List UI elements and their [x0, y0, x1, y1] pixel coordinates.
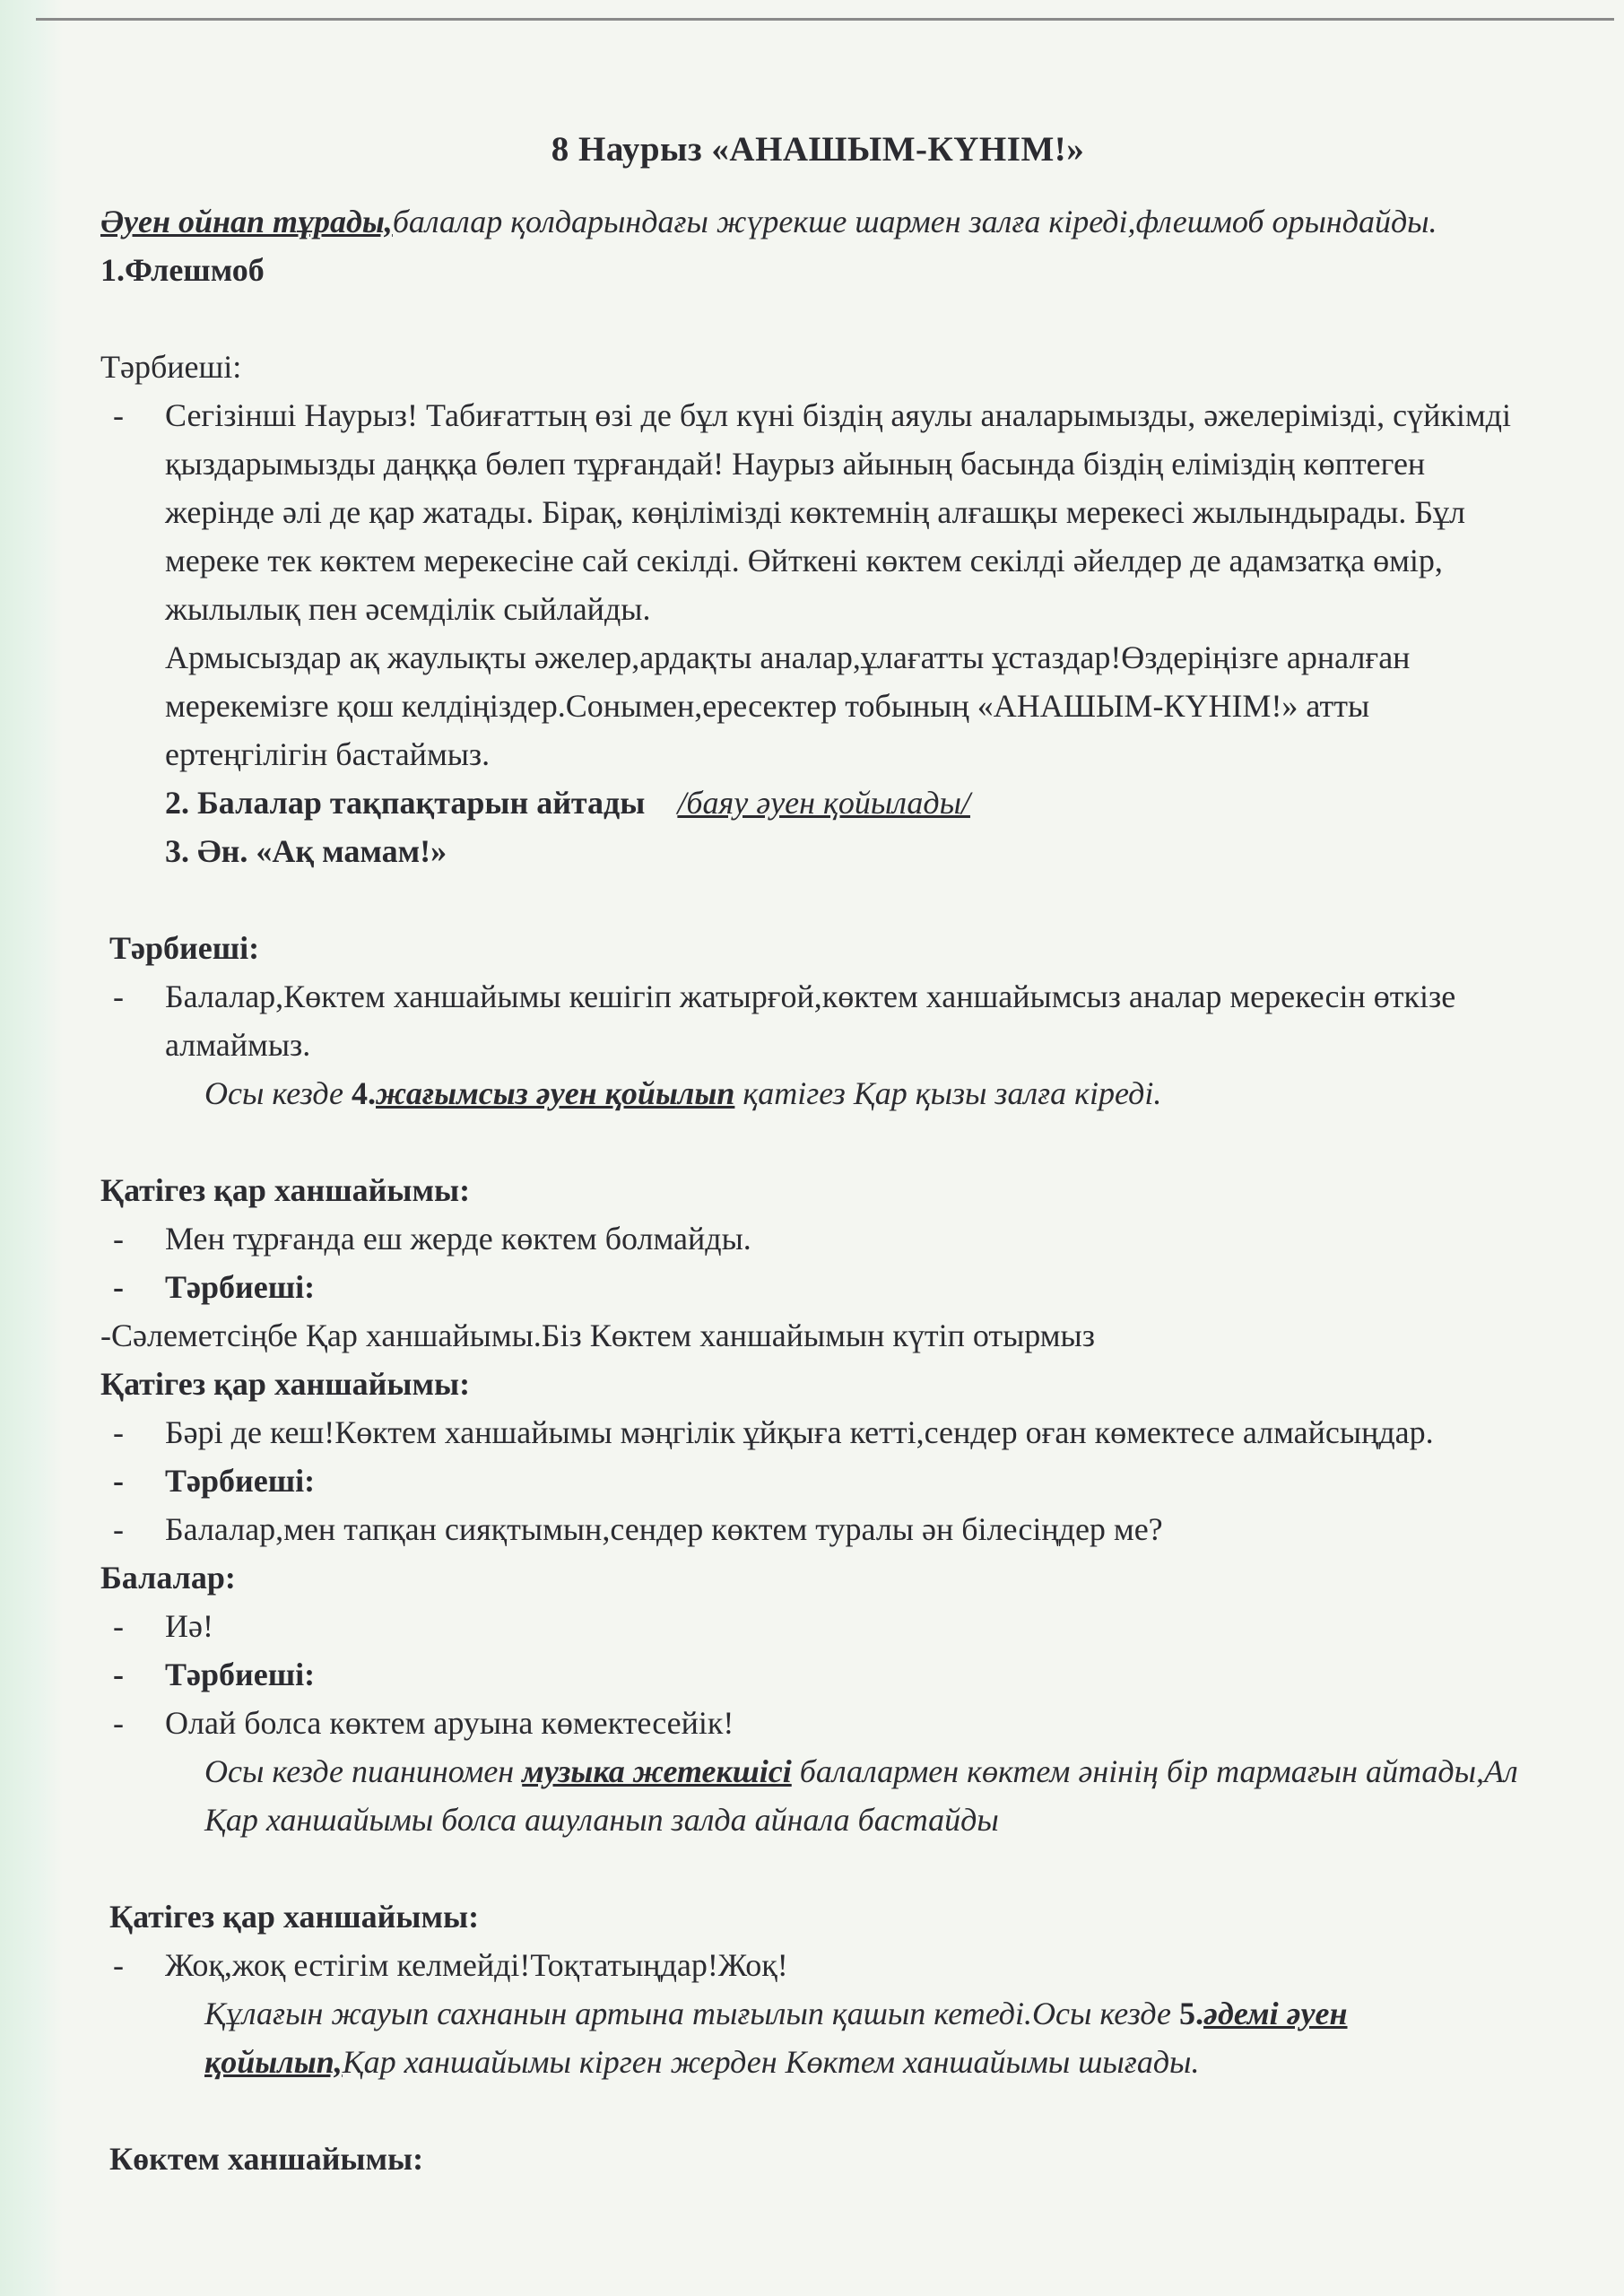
- speech-2: Армысыздар ақ жаулықты әжелер,ардақты аналар,ұлағатты ұстаздар!Өздеріңізге арналған мерекемізге қош келдіңіздер.Сонымен,ересектер тобының «АНАШЫМ-КҮНІМ!» атты ертеңгілігін бастаймыз.: [165, 639, 1411, 772]
- stage-direction-5: [100, 1989, 1535, 2086]
- snow-queen-label-2: Қатігез қар ханшайымы:: [100, 1366, 471, 1402]
- teacher-label-5: - Тәрбиеші:: [113, 1657, 316, 1692]
- stage-4-post: қатігез Қар қызы залға кіреді.: [734, 1075, 1162, 1111]
- teacher-line-block2-text: Балалар,Көктем ханшайымы кешігіп жатырғой,көктем ханшайымсыз аналар мерекесін өткізе алмаймыз.: [165, 978, 1456, 1063]
- speech-1: - Сегізінші Наурыз! Табиғаттың өзі де бұл күні біздің аяулы аналарымызды, әжелерімізді, сүйкімді қыздарымызды даңққа бөлеп тұрғандай! Наурыз айының басында біздің еліміздің көптеген жерінде әлі де қар жатады. Бірақ, көңілімізді көктемнің алғашқы мерекесі жылындырады. Бұл мереке тек көктем мерекесіне сай секілді. Өйткені көктем секілді әйелдер де адамзатқа өмір, жылылық пен әсемділік сыйлайды.: [113, 397, 1511, 627]
- scan-edge-shade: [0, 0, 63, 2296]
- teacher-line-3-text: Олай болса көктем аруына көмектесейік!: [165, 1705, 734, 1741]
- teacher-line-2-text: Балалар,мен тапқан сияқтымын,сендер көктем туралы ән білесіңдер ме?: [165, 1511, 1163, 1547]
- teacher-line-2: - Балалар,мен тапқан сияқтымын,сендер көктем туралы ән білесіңдер ме?: [113, 1511, 1163, 1547]
- stage-music-post: балалармен көктем әнінің бір тармағын айтады,Ал Қар ханшайымы болса ашуланып залда айнала бастайды: [204, 1753, 1518, 1838]
- speech-1-text: Сегізінші Наурыз! Табиғаттың өзі де бұл күні біздің аяулы аналарымызды, әжелерімізді, сүйкімді қыздарымызды даңққа бөлеп тұрғандай! Наурыз айының басында біздің еліміздің көптеген жерінде әлі де қар жатады. Бірақ, көңілімізді көктемнің алғашқы мерекесі жылындырады. Бұл мереке тек көктем мерекесіне сай секілді. Өйткені көктем секілді әйелдер де адамзатқа өмір, жылылық пен әсемділік сыйлайды.: [165, 397, 1511, 627]
- stage-5-post: Қар ханшайымы кірген жерден Көктем ханшайымы шығады.: [342, 2044, 1200, 2080]
- item-3: 3. Ән. «Ақ мамам!»: [165, 833, 447, 869]
- item-2-text: 2. Балалар тақпақтарын айтады: [165, 785, 646, 821]
- snow-line-2: - Бәрі де кеш!Көктем ханшайымы мәңгілік ұйқыға кетті,сендер оған көмектесе алмайсыңдар.: [113, 1414, 1434, 1450]
- snow-queen-label-3: Қатігез қар ханшайымы:: [109, 1899, 480, 1935]
- intro-stage-direction: [100, 197, 1535, 246]
- stage-5-num: 5.: [1179, 1996, 1203, 2031]
- snow-queen-label-1: Қатігез қар ханшайымы:: [100, 1172, 471, 1208]
- stage-direction-4: [100, 1069, 1535, 1118]
- teacher-label-4: - Тәрбиеші:: [113, 1463, 316, 1499]
- teacher-line-block2: - Балалар,Көктем ханшайымы кешігіп жатырғой,көктем ханшайымсыз аналар мерекесін өткізе алмаймыз.: [113, 978, 1456, 1063]
- teacher-label: Тәрбиеші:: [100, 349, 242, 385]
- snow-line-3-text: Жоқ,жоқ естігім келмейді!Тоқтатыңдар!Жоқ!: [165, 1947, 788, 1983]
- page-title: 8 Наурыз «АНАШЫМ-КҮНІМ!»: [551, 130, 1085, 169]
- intro-text: балалар қолдарындағы жүрекше шармен залға кіреді,флешмоб орындайды.: [392, 204, 1437, 239]
- children-line: - Иә!: [113, 1608, 213, 1644]
- item-1: 1.Флешмоб: [100, 252, 265, 288]
- teacher-label-3-text: Тәрбиеші:: [165, 1269, 316, 1305]
- children-label: Балалар:: [100, 1560, 236, 1596]
- teacher-label-3: - Тәрбиеші:: [113, 1269, 316, 1305]
- snow-line-1-text: Мен тұрғанда еш жерде көктем болмайды.: [165, 1221, 751, 1257]
- snow-line-1: - Мен тұрғанда еш жерде көктем болмайды.: [113, 1221, 751, 1257]
- stage-5-underlined: әдемі әуен қойылып,: [204, 1996, 1348, 2080]
- item-2: [100, 778, 1535, 827]
- stage-direction-music: [100, 1747, 1535, 1844]
- children-line-text: Иә!: [165, 1608, 213, 1644]
- snow-line-3: - Жоқ,жоқ естігім келмейді!Тоқтатыңдар!Жоқ!: [113, 1947, 788, 1983]
- top-rule: [36, 18, 1614, 21]
- stage-music-underlined: музыка жетекшісі: [522, 1753, 792, 1789]
- stage-5-pre: Құлағын жауып сахнанын артына тығылып қашып кетеді.Осы кезде: [204, 1996, 1179, 2031]
- teacher-label-4-text: Тәрбиеші:: [165, 1463, 316, 1499]
- stage-4-pre: Осы кезде: [204, 1075, 352, 1111]
- teacher-line-1: -Сәлеметсіңбе Қар ханшайымы.Біз Көктем ханшайымын күтіп отырмыз: [100, 1318, 1095, 1353]
- spring-queen-label: Көктем ханшайымы:: [109, 2141, 424, 2177]
- document-page: [100, 106, 1535, 2183]
- snow-line-2-text: Бәрі де кеш!Көктем ханшайымы мәңгілік ұйқыға кетті,сендер оған көмектесе алмайсыңдар.: [165, 1414, 1434, 1450]
- intro-underlined: Әуен ойнап тұрады,: [100, 204, 393, 239]
- stage-4-underlined: жағымсыз әуен қойылып: [376, 1075, 735, 1111]
- teacher-line-3: - Олай болса көктем аруына көмектесейік!: [113, 1705, 734, 1741]
- stage-music-pre: Осы кезде пианиномен: [204, 1753, 523, 1789]
- item-2-note: /баяу әуен қойылады/: [677, 785, 970, 821]
- stage-4-num: 4.: [352, 1075, 377, 1111]
- teacher-label-2: Тәрбиеші:: [109, 930, 260, 966]
- teacher-label-5-text: Тәрбиеші:: [165, 1657, 316, 1692]
